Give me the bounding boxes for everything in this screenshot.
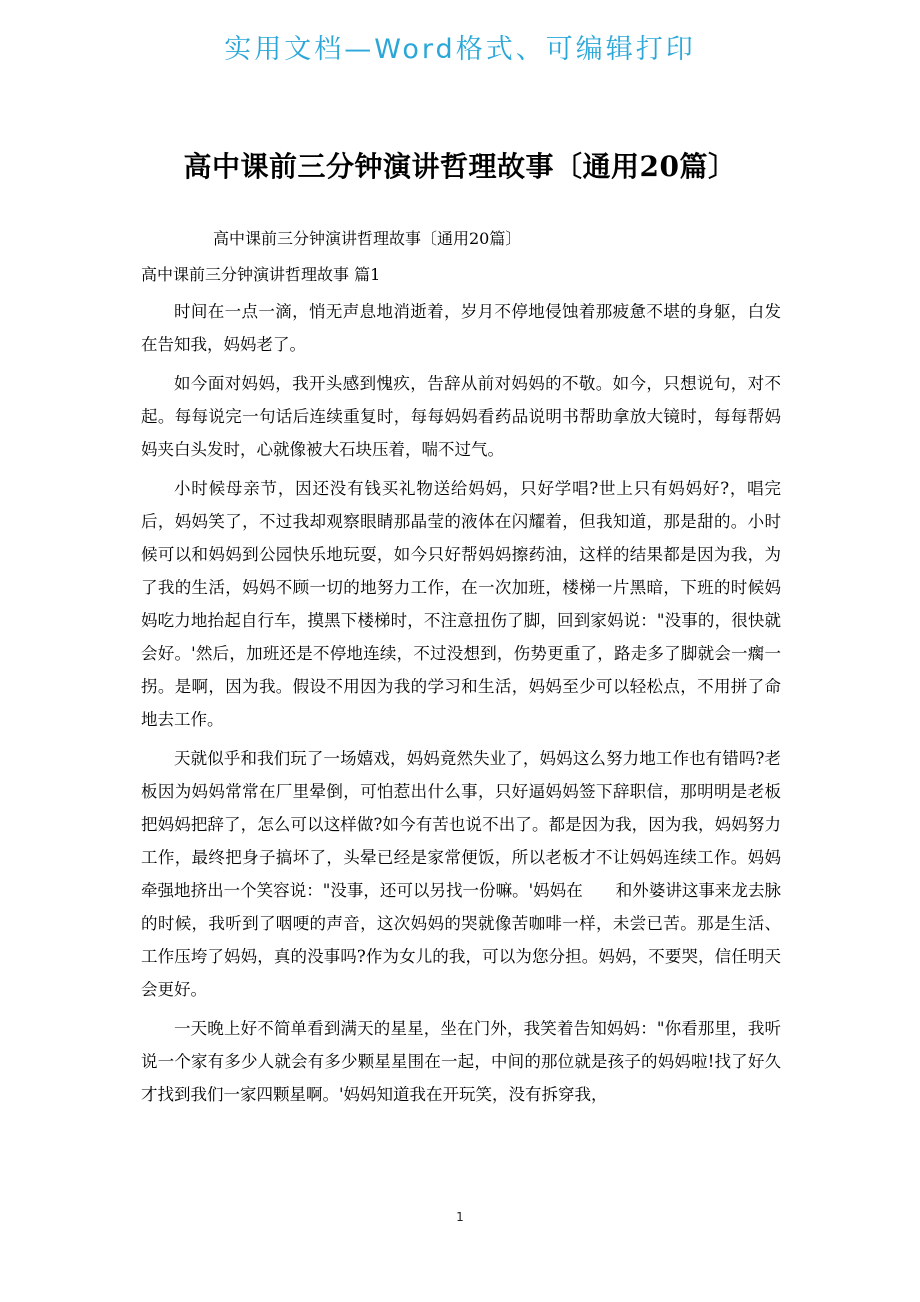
- document-title: 高中课前三分钟演讲哲理故事〔通用20篇〕: [183, 150, 737, 183]
- paragraph: 时间在一点一滴，悄无声息地消逝着，岁月不停地侵蚀着那疲惫不堪的身躯，白发在告知我，妈妈老了。: [141, 302, 781, 354]
- paragraph: 天就似乎和我们玩了一场嬉戏，妈妈竟然失业了，妈妈这么努力地工作也有错吗?老板因为妈妈常常在厂里晕倒，可怕惹出什么事，只好逼妈妈签下辞职信，那明明是老板把妈妈把辞了，怎么可以这样做?如今有苦也说不出了。都是因为我，因为我，妈妈努力工作，最终把身子搞坏了，头晕已经是家常便饭，所以老板才不让妈妈连续工作。妈妈牵强地挤出一个笑容说："没事，还可以另找一份嘛。'妈妈在 和外婆讲这事来龙去脉的时候，我听到了咽哽的声音，这次妈妈的哭就像苦咖啡一样，未尝已苦。那是生活、工作压垮了妈妈，真的没事吗?作为女儿的我，可以为您分担。妈妈，不要哭，信任明天会更好。: [141, 749, 781, 999]
- document-body: [141, 295, 781, 1117]
- document-subtitle: 高中课前三分钟演讲哲理故事〔通用20篇〕: [213, 229, 522, 248]
- paragraph: 一天晚上好不简单看到满天的星星，坐在门外，我笑着告知妈妈："你看那里，我听说一个家有多少人就会有多少颗星星围在一起，中间的那位就是孩子的妈妈啦!找了好久才找到我们一家四颗星啊。'妈妈知道我在开玩笑，没有拆穿我，: [141, 1019, 781, 1104]
- paragraph: 小时候母亲节，因还没有钱买礼物送给妈妈，只好学唱?世上只有妈妈好?，唱完后，妈妈笑了，不过我却观察眼睛那晶莹的液体在闪耀着，但我知道，那是甜的。小时候可以和妈妈到公园快乐地玩耍，如今只好帮妈妈擦药油，这样的结果都是因为我，为了我的生活，妈妈不顾一切的地努力工作，在一次加班，楼梯一片黑暗，下班的时候妈妈吃力地抬起自行车，摸黑下楼梯时，不注意扭伤了脚，回到家妈说："没事的，很快就会好。'然后，加班还是不停地连续，不过没想到，伤势更重了，路走多了脚就会一瘸一拐。是啊，因为我。假设不用因为我的学习和生活，妈妈至少可以轻松点，不用拼了命地去工作。: [141, 479, 781, 729]
- document-banner: 实用文档—Word格式、可编辑打印: [224, 34, 696, 65]
- page-number: 1: [456, 1210, 464, 1224]
- paragraph: 如今面对妈妈，我开头感到愧疚，告辞从前对妈妈的不敬。如今，只想说句，对不起。每每说完一句话后连续重复时，每每妈妈看药品说明书帮助拿放大镜时，每每帮妈妈夹白头发时，心就像被大石块压着，喘不过气。: [141, 374, 781, 459]
- section-heading: 高中课前三分钟演讲哲理故事 篇1: [141, 265, 381, 284]
